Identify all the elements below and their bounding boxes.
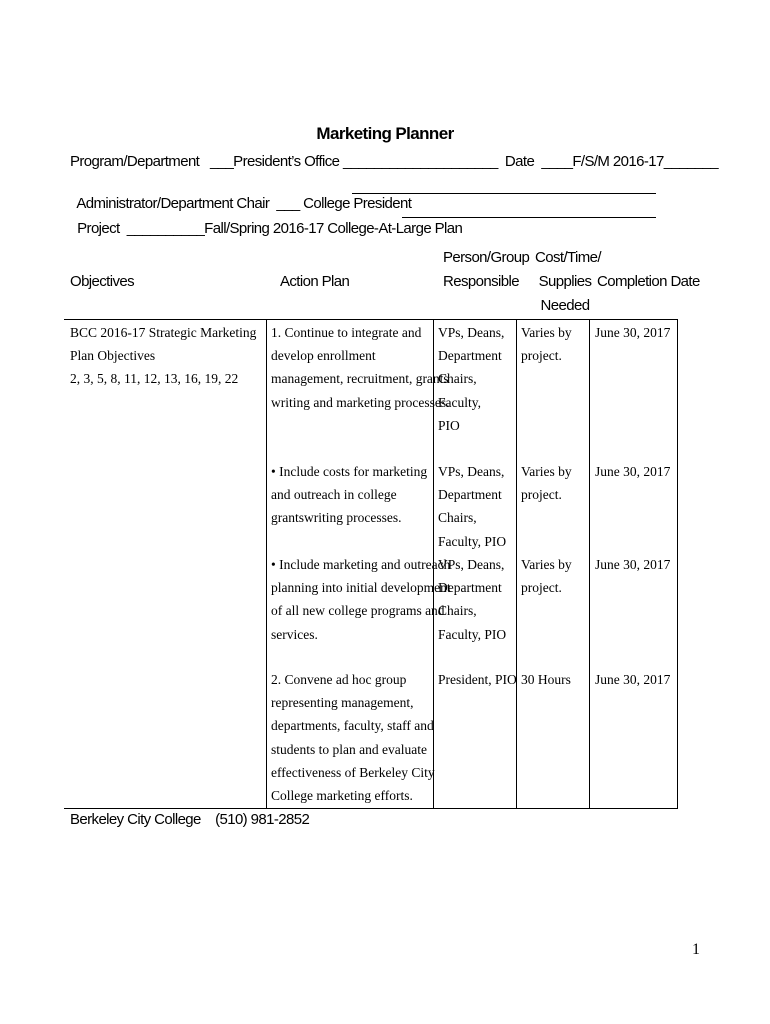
header-cost-time: Cost/Time/ Supplies Needed [535, 249, 601, 314]
page-number: 1 [692, 941, 700, 958]
person-cell: VPs, Deans, Department Chairs, Faculty, PIO [438, 464, 507, 549]
marketing-plan-table [64, 319, 678, 809]
cost-cell: 30 Hours [521, 672, 571, 687]
date-cell: June 30, 2017 [595, 325, 671, 340]
column-divider [677, 320, 678, 808]
project-underline [402, 217, 656, 218]
administrator-line-text: Administrator/Department Chair ___ College President [76, 195, 412, 212]
column-divider [516, 320, 517, 808]
action-cell: • Include costs for marketing and outreach in college grantswriting processes. [271, 464, 428, 526]
objective-cell: BCC 2016-17 Strategic Marketing Plan Objectives 2, 3, 5, 8, 11, 12, 13, 16, 19, 22 [70, 325, 257, 387]
person-cell: President, PIO [438, 672, 517, 687]
column-divider [266, 320, 267, 808]
footer-contact: Berkeley City College (510) 981-2852 [70, 811, 310, 828]
column-divider [589, 320, 590, 808]
header-action-plan: Action Plan [280, 273, 350, 290]
document-title: Marketing Planner [316, 124, 454, 143]
date-cell: June 30, 2017 [595, 672, 671, 687]
administrator-underline [352, 193, 656, 194]
project-line-text: Project __________Fall/Spring 2016-17 College-At-Large Plan [77, 220, 463, 237]
person-cell: VPs, Deans, Department Chairs, Faculty, PIO [438, 557, 507, 642]
header-person-group: Person/Group Responsible [443, 249, 530, 290]
cost-cell: Varies by project. [521, 557, 572, 596]
action-cell: • Include marketing and outreach planning into initial development of all new college programs and services. [271, 557, 451, 642]
header-objectives: Objectives [70, 273, 135, 290]
cost-cell: Varies by project. [521, 325, 572, 364]
action-cell: 1. Continue to integrate and develop enrollment management, recruitment, grants writing and marketing processes. [271, 325, 450, 410]
cost-cell: Varies by project. [521, 464, 572, 503]
date-cell: June 30, 2017 [595, 557, 671, 572]
project-line [70, 202, 462, 238]
person-cell: VPs, Deans, Department Chairs, Faculty, PIO [438, 325, 505, 433]
date-cell: June 30, 2017 [595, 464, 671, 479]
action-cell: 2. Convene ad hoc group representing management, departments, faculty, staff and students to plan and evaluate effectiveness of Berkeley City College marketing efforts. [271, 672, 435, 804]
program-department-line: Program/Department ___President’s Office ____________________ Date ____F/S/M 2016-17_______ [70, 153, 718, 170]
header-completion-date: Completion Date [597, 273, 700, 290]
